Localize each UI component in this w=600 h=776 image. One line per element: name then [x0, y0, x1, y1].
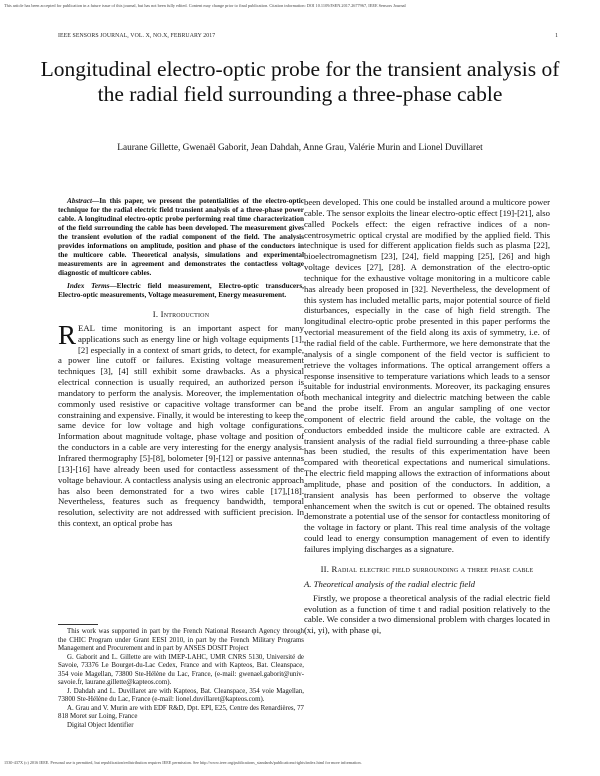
- section-heading-radial-field: II. Radial electric field surrounding a three phase cable: [320, 563, 534, 574]
- footnote-affiliation-2: J. Dahdah and L. Duvillaret are with Kapteos, Bat. Cleanspace, 354 voie Magellan, 73800 Ste-Hélène du Lac, France (e-mail: lionel.duvillaret@kapteos.com).: [58, 687, 304, 703]
- footnote-funding: This work was supported in part by the French National Research Agency through the CHIC Program under Grant EESI 2010, in part by the French Military Programs Management and Procurement and in part by ANSES DOSIT Project: [58, 628, 304, 652]
- copyright-bar: 1530-437X (c) 2016 IEEE. Personal use is permitted, but republication/redistribution requires IEEE permission. See http://www.ieee.org/publications_standards/publications/rights/index.html for more information.: [4, 760, 362, 765]
- author-list: Laurane Gillette, Gwenaël Gaborit, Jean Dahdah, Anne Grau, Valérie Murin and Lionel Duvillaret: [117, 143, 483, 153]
- left-column: [58, 197, 304, 529]
- footnote-affiliation-1: G. Gaborit and L. Gillette are with IMEP-LAHC, UMR CNRS 5130, Université de Savoie, 73376 Le Bourget-du-Lac Cedex, France and with Kapteos, Bat. Cleanspace, 354 voie Magellan, 73800 Ste-Hélène du Lac, France, (e-mail: gwenael.gaborit@univ-savoie.fr, laurane.gillette@kapteos.com).: [58, 653, 304, 686]
- footnotes: [58, 628, 304, 730]
- right-paragraph-2: Firstly, we propose a theoretical analysis of the radial electric field evolution as a function of time t and radial position relatively to the cable. We consider a two dimensional problem with charges located in (xi, yi), with phase φi,: [304, 592, 550, 636]
- index-terms-label: Index Terms: [67, 282, 110, 290]
- intro-paragraph: [58, 319, 304, 529]
- right-paragraph-1: been developed. This one could be installed around a multicore power cable. The sensor exploits the linear electro-optic effect [19]-[21], also called Pockels effect: the eigen refractive indices of a non-centrosymetric optical crystal are modified by the applied field. This technique is used for different application fields such as plasma [22], bioelectromagnetism [23], [24], field mapping [25], [26] and high voltage devices [27], [28]. A demonstration of the electro-optic technique for the exhaustive voltage monitoring in a multicore cable has already been proposed in [32]. Nevertheless, the development of this system has included metallic parts, major potential source of field disturbances, especially in the case of high field strength. The longitudinal electro-optic probe presented in this paper performs the vectorial measurement of the field along its axis of symmetry, i.e. of the radial field of the cable. Furthermore, we here demonstrate that the analysis of a single component of the field vector is sufficient to retrieve the voltages informations. The optical arrangement offers a response insensitive to temperature variations which leads to a sensor suitable for industrial environments. Moreover, its packaging ensures both mechanical integrity and dielectric matching between the cable and the probe itself. From an angular sampling of one vector component of electric field around the cable, the voltage on the conductors embedded inside the multicore cable are extracted. A transient analysis of the radial field surrounding a three-phase cable has been studied, the results of this experimentation have been compared with theoretical expectations and numerical simulations. The electric field mapping allows the extraction of informations about amplitude, phase and position of the conductors. In addition, a transient analysis has been performed to observe the voltage enhancement when the switch is cut or opened. The obtained results demonstrate a potential use of the sensor for contactless monitoring of the voltage in factory or plant. This real time analysis of the voltage could lead to energy consumption management of even to identify failures implying discharges as a signature.: [304, 197, 550, 554]
- abstract: [58, 197, 304, 300]
- subsection-heading-theory: A. Theoretical analysis of the radial electric field: [304, 578, 475, 589]
- right-column: [304, 197, 550, 636]
- footnote-affiliation-3: A. Grau and V. Murin are with EDF R&D, Dpt. EPI, E25, Centre des Renardières, 77 818 Moret sur Loing, France: [58, 704, 304, 720]
- running-head: IEEE SENSORS JOURNAL, VOL. X, NO.X, FEBRUARY 2017: [58, 33, 216, 39]
- footnote-rule: [58, 624, 98, 625]
- intro-paragraph-text: EAL time monitoring is an important aspect for many applications such as energy line or high voltage equipments [1], [2] especially in a context of smart grids, to detect, for example, a power line cutoff or failures. Existing voltage measurement techniques [3], [4] still exhibit some drawbacks. As a physical electrical connection is usually required, an authorized person is mandatory to perform the analysis. Moreover, the implementation of commonly used resistive or capacitive voltage transformer can be constraining and expensive. Finally, it would be interesting to keep the same device for low voltage and high voltage configurations. Information about magnitude voltage, phase voltage and position of the conductors in a cable are very interesting for the energy analysis. Infrared thermography [5]-[8], bolometer [9]-[12] or passive antennas [13]-[16] have already been used for contactless assessment of the voltage behaviour. A contactless analysis using an electronic approach has also been demonstrated for a two wires cable [17],[18]. Nevertheless, features such as frequency bandwidth, temporal resolution, selectivity are not addressed with sufficient precision. In this context, an optical probe has: [58, 322, 304, 529]
- drop-cap: R: [58, 319, 77, 350]
- abstract-label: Abstract: [67, 197, 92, 205]
- section-heading-introduction: I. Introduction: [152, 309, 210, 319]
- abstract-text: —In this paper, we present the potentialities of the electro-optic technique for the radial electric field transient analysis of a three-phase power cable. A longitudinal electro-optic probe performing real time characterization of the field surrounding the cable has been developed. The measurement gives the transient evolution of the radial component of the field. The analysis provides informations on amplitude, position and phase of the conductors in the multicore cable. Theoretical analysis, simulations and experimental measurements are in agreement and demonstrates the contactless voltage diagnostic of multicore cables.: [58, 197, 304, 277]
- page-number: 1: [555, 33, 558, 39]
- index-terms-text: —Electric field measurement, Electro-optic transducers, Electro-optic measurements, Voltage measurement, Energy measurement.: [58, 282, 304, 299]
- footnote-doi: Digital Object Identifier: [67, 721, 134, 729]
- publication-banner: This article has been accepted for publication in a future issue of this journal, but has not been fully edited. Content may change prior to final publication. Citation information: DOI 10.1109/JSEN.2017.2677967, IEEE Sensors Journal: [4, 3, 406, 8]
- paper-title: Longitudinal electro-optic probe for the transient analysis of the radial field surrounding a three-phase cable: [40, 57, 560, 106]
